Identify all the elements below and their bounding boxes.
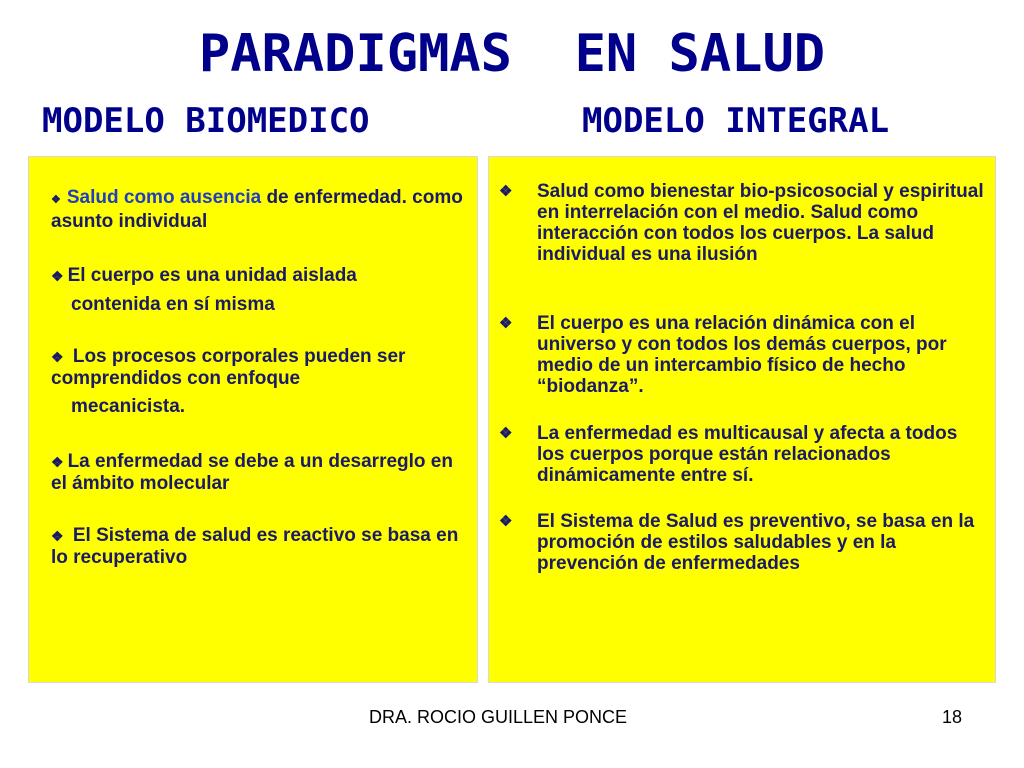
diamond-bullet-icon: ❖: [499, 315, 513, 332]
diamond-bullet-icon: ❖: [51, 268, 64, 284]
diamond-bullet-icon: ❖: [499, 183, 513, 200]
diamond-bullet-icon: ❖: [499, 513, 513, 530]
list-item: [29, 187, 465, 232]
item-text: El cuerpo es una unidad aislada: [67, 265, 357, 286]
diamond-bullet-icon: ❖: [51, 194, 61, 206]
diamond-bullet-icon: ❖: [51, 528, 64, 544]
list-item: [499, 181, 985, 265]
item-text-continuation: mecanicista.: [71, 396, 186, 417]
integral-model-panel: [488, 156, 996, 683]
item-text: La enfermedad es multicausal y afecta a todos los cuerpos porque están relacionados dinámicamente entre sí.: [537, 423, 958, 486]
list-item: [499, 313, 985, 397]
list-item: [29, 265, 465, 315]
item-highlight: Salud como ausencia: [66, 187, 262, 208]
diamond-bullet-icon: ❖: [51, 349, 64, 365]
slide-title: PARADIGMAS EN SALUD: [198, 24, 826, 84]
subtitle-integral-model: MODELO INTEGRAL: [582, 101, 890, 141]
item-text: El Sistema de Salud es preventivo, se basa en la promoción de estilos saludables y en la prevención de enfermedades: [537, 511, 975, 574]
list-item: [499, 423, 985, 486]
item-text: de enfermedad. como asunto individual: [51, 187, 463, 232]
list-item: [29, 346, 465, 417]
item-text-continuation: contenida en sí misma: [71, 294, 275, 315]
item-text: La enfermedad se debe a un desarreglo en el ámbito molecular: [51, 451, 453, 494]
biomedical-model-panel: [28, 156, 478, 683]
item-text: Salud como bienestar bio-psicosocial y espiritual en interrelación con el medio. Salud como interacción con todos los cuerpos. La salud individual es una ilusión: [537, 181, 984, 265]
item-text: Los procesos corporales pueden ser comprendidos con enfoque: [51, 346, 406, 389]
item-text: El Sistema de salud es reactivo se basa en lo recuperativo: [51, 525, 459, 568]
item-text: El cuerpo es una relación dinámica con el universo y con todos los demás cuerpos, por medio de un intercambio físico de hecho “biodanza”.: [537, 313, 947, 397]
list-item: [29, 451, 465, 494]
footer-author: DRA. ROCIO GUILLEN PONCE: [369, 707, 628, 727]
page-number: 18: [942, 707, 963, 727]
list-item: [29, 525, 465, 568]
list-item: [499, 511, 985, 574]
subtitle-biomedical-model: MODELO BIOMEDICO: [42, 101, 370, 141]
diamond-bullet-icon: ❖: [499, 425, 513, 442]
diamond-bullet-icon: ❖: [51, 454, 64, 470]
